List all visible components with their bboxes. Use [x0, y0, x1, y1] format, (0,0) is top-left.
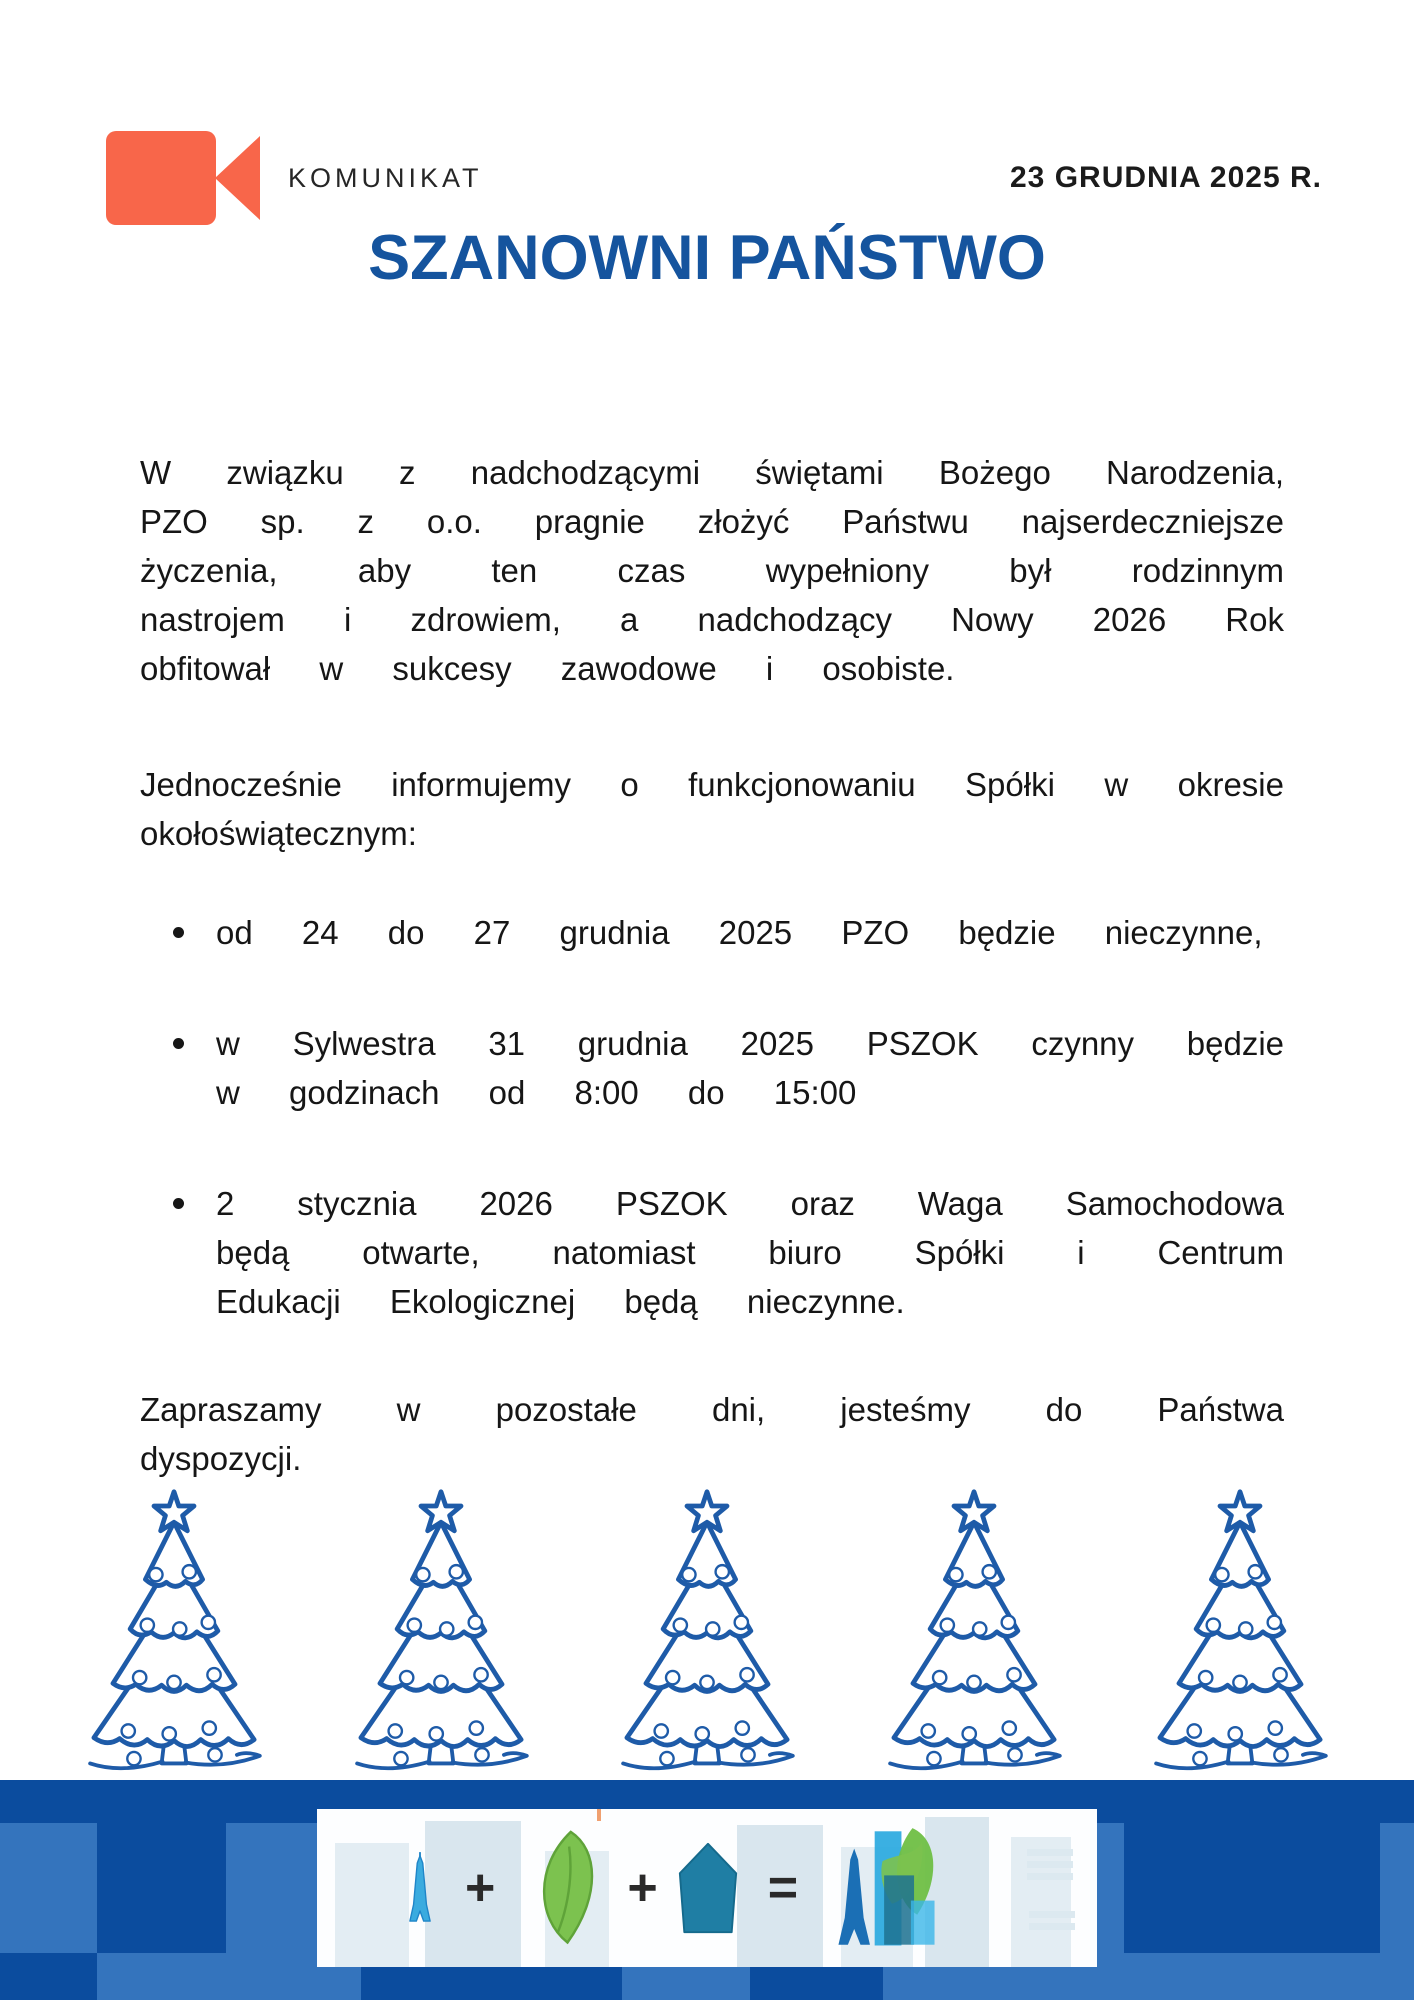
- list-item: w Sylwestra 31 grudnia 2025 PSZOK czynny będzie w godzinach od 8:00 do 15:00: [140, 1019, 1284, 1117]
- plus-sign: +: [465, 1859, 496, 1917]
- equals-sign: =: [767, 1859, 799, 1917]
- paragraph-closing: Zapraszamy w pozostałe dni, jesteśmy do Państwa dyspozycji.: [140, 1391, 1284, 1477]
- brand: [106, 131, 483, 225]
- video-camera-icon: [106, 131, 260, 225]
- paragraph-info: Jednocześnie informujemy o funkcjonowaniu Spółki w okresie okołoświątecznym:: [140, 766, 1284, 852]
- footer-banner: [0, 1780, 1414, 2000]
- mosaic-square: [0, 1823, 97, 1953]
- list-item: od 24 do 27 grudnia 2025 PZO będzie nieczynne,: [140, 908, 1284, 957]
- company-logo-icon: [822, 1825, 962, 1951]
- christmas-tree-icon: [1141, 1486, 1339, 1772]
- logo-formula-card: [317, 1809, 1097, 1967]
- mosaic-square: [226, 1823, 317, 1953]
- leaf-icon: [515, 1827, 607, 1949]
- logo-formula: [317, 1809, 1097, 1967]
- christmas-trees-row: [75, 1486, 1339, 1772]
- building-icon: [676, 1840, 740, 1936]
- christmas-tree-icon: [608, 1486, 806, 1772]
- holiday-schedule-list: [140, 908, 1284, 1388]
- list-item: 2 stycznia 2026 PSZOK oraz Waga Samochodowa będą otwarte, natomiast biuro Spółki i Centrum Edukacji Ekologicznej będą nieczynne.: [140, 1179, 1284, 1326]
- christmas-tree-icon: [75, 1486, 273, 1772]
- christmas-tree-icon: [875, 1486, 1073, 1772]
- page-title: SZANOWNI PAŃSTWO: [368, 223, 1046, 293]
- document-type-label: KOMUNIKAT: [288, 162, 483, 193]
- plus-sign: +: [627, 1859, 658, 1917]
- document-date: 23 GRUDNIA 2025 R.: [1010, 161, 1322, 194]
- paragraph-greeting: W związku z nadchodzącymi świętami Bożego Narodzenia, PZO sp. z o.o. pragnie złożyć Państwu najserdeczniejsze życzenia, aby ten czas wypełniony był rodzinnym nastrojem i zdrowiem, a nadchodzący Nowy 2026 Rok obfitował w sukcesy zawodowe i osobiste.: [140, 454, 1284, 687]
- christmas-tree-icon: [342, 1486, 540, 1772]
- header: [106, 128, 1322, 228]
- skyscraper-spire-icon: [397, 1829, 443, 1947]
